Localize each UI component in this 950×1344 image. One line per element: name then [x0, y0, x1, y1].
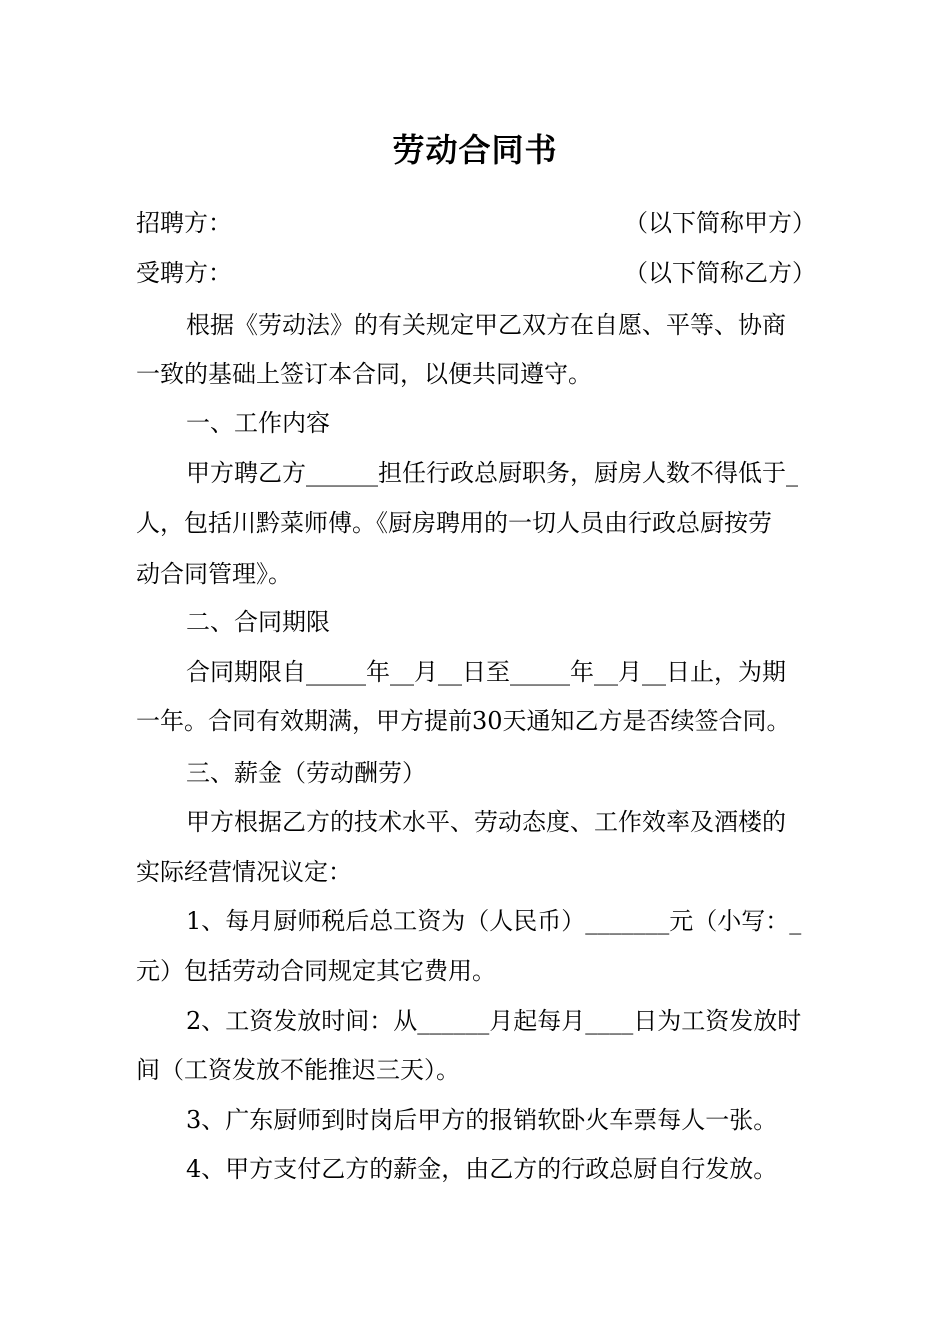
intro-line-2: 一致的基础上签订本合同，以便共同遵守。 — [136, 360, 592, 388]
employer-note: （以下简称甲方） — [624, 209, 816, 237]
employee-note: （以下简称乙方） — [624, 259, 816, 287]
salary-item-2-line-1: 2、工资发放时间：从______月起每月____日为工资发放时 — [186, 1007, 802, 1035]
salary-line-1: 甲方根据乙方的技术水平、劳动态度、工作效率及酒楼的 — [186, 808, 786, 836]
salary-item-4: 4、甲方支付乙方的薪金，由乙方的行政总厨自行发放。 — [186, 1155, 778, 1183]
salary-item-1-line-2: 元）包括劳动合同规定其它费用。 — [136, 957, 496, 985]
salary-item-2-line-2: 间（工资发放不能推迟三天）。 — [136, 1056, 460, 1084]
document-title: 劳动合同书 — [392, 131, 558, 169]
employer-label: 招聘方： — [136, 209, 232, 237]
work-content-line-3: 动合同管理》。 — [136, 560, 292, 588]
contract-term-line-1: 合同期限自_____年__月__日至_____年__月__日止，为期 — [186, 658, 786, 686]
intro-line-1: 根据《劳动法》的有关规定甲乙双方在自愿、平等、协商 — [186, 311, 786, 339]
contract-term-line-2: 一年。合同有效期满，甲方提前30天通知乙方是否续签合同。 — [136, 707, 791, 735]
work-content-line-1: 甲方聘乙方______担任行政总厨职务，厨房人数不得低于_ — [186, 459, 798, 487]
section-heading-work-content: 一、工作内容 — [186, 409, 330, 437]
salary-line-2: 实际经营情况议定： — [136, 858, 352, 886]
salary-item-3: 3、广东厨师到时岗后甲方的报销软卧火车票每人一张。 — [186, 1106, 778, 1134]
section-heading-salary: 三、薪金（劳动酬劳） — [186, 759, 426, 787]
work-content-line-2: 人，包括川黔菜师傅。《厨房聘用的一切人员由行政总厨按劳 — [136, 509, 772, 537]
salary-item-1-line-1: 1、每月厨师税后总工资为（人民币）_______元（小写：_ — [186, 907, 802, 935]
employee-label: 受聘方： — [136, 259, 232, 287]
section-heading-contract-term: 二、合同期限 — [186, 608, 330, 636]
